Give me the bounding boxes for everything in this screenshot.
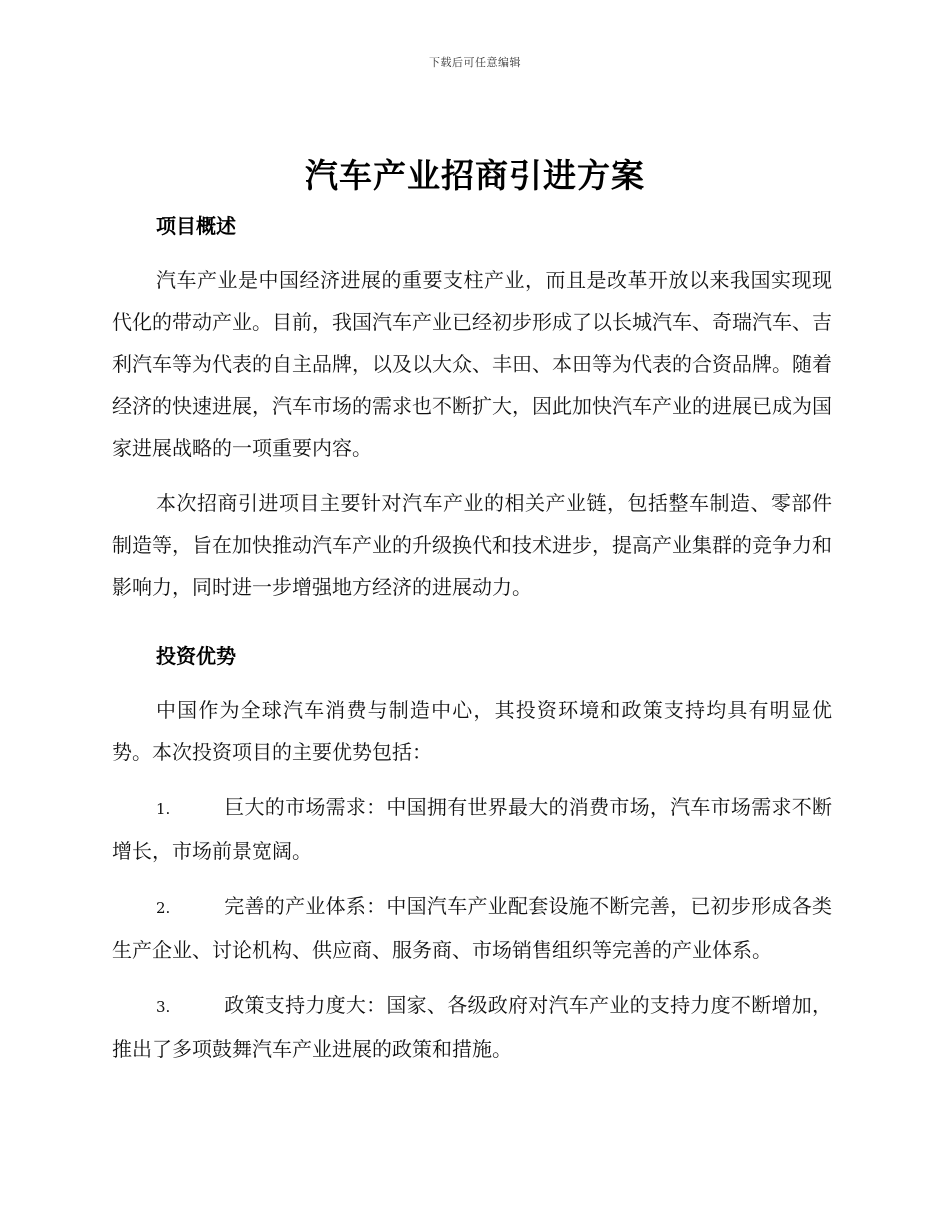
document-body: [112, 200, 832, 1070]
list-item-text: 完善的产业体系：中国汽车产业配套设施不断完善，已初步形成各类生产企业、讨论机构、供应商、服务商、市场销售组织等完善的产业体系。: [112, 894, 832, 962]
page-header-note: 下载后可任意编辑: [429, 56, 521, 69]
list-number: 2.: [156, 899, 171, 917]
advantage-list-item-3: [112, 984, 832, 1070]
overview-paragraph-1: 汽车产业是中国经济进展的重要支柱产业，而且是改革开放以来我国实现现代化的带动产业。目前，我国汽车产业已经初步形成了以长城汽车、奇瑞汽车、吉利汽车等为代表的自主品牌，以及以大众、丰田、本田等为代表的合资品牌。随着经济的快速进展，汽车市场的需求也不断扩大，因此加快汽车产业的进展已成为国家进展战略的一项重要内容。: [112, 268, 832, 460]
section-heading-advantages: 投资优势: [156, 644, 236, 668]
advantage-list-item-1: [112, 786, 832, 872]
advantages-intro-paragraph: 中国作为全球汽车消费与制造中心，其投资环境和政策支持均具有明显优势。本次投资项目的主要优势包括：: [112, 698, 832, 764]
document-title: 汽车产业招商引进方案: [305, 156, 645, 195]
section-heading-overview: 项目概述: [156, 214, 236, 238]
list-item-text: 巨大的市场需求：中国拥有世界最大的消费市场，汽车市场需求不断增长，市场前景宽阔。: [112, 795, 832, 863]
advantage-list-item-2: [112, 885, 832, 971]
list-number: 3.: [156, 998, 171, 1016]
overview-paragraph-2: 本次招商引进项目主要针对汽车产业的相关产业链，包括整车制造、零部件制造等，旨在加快推动汽车产业的升级换代和技术进步，提高产业集群的竞争力和影响力，同时进一步增强地方经济的进展动力。: [112, 491, 832, 599]
list-number: 1.: [156, 800, 171, 818]
section-spacer: [112, 608, 832, 630]
list-item-text: 政策支持力度大：国家、各级政府对汽车产业的支持力度不断增加，推出了多项鼓舞汽车产业进展的政策和措施。: [112, 993, 832, 1061]
